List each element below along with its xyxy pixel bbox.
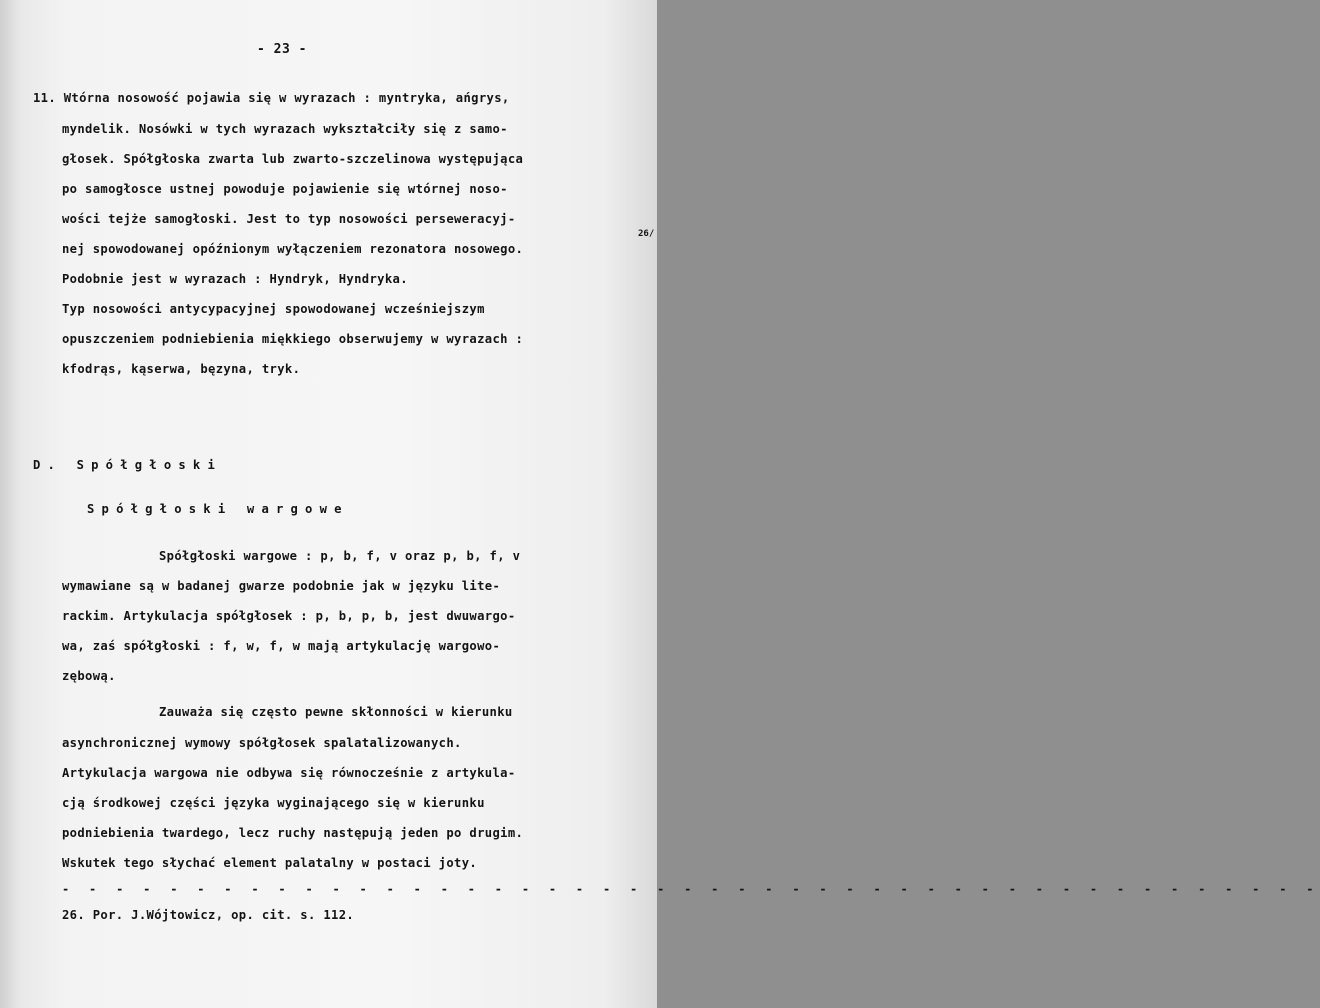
section-subheading: Spółgłoski wargowe: [87, 502, 349, 516]
text-line: cją środkowej części języka wyginającego się w kierunku: [62, 796, 485, 810]
text-line: Artykulacja wargowa nie odbywa się równocześnie z artykula-: [62, 766, 516, 780]
text-line: zębową.: [62, 669, 116, 683]
text-line: nej spowodowanej opóźnionym wyłączeniem rezonatora nosowego.: [62, 242, 524, 256]
text-line: wości tejże samogłoski. Jest to typ nosowości perseweracyj-: [62, 212, 516, 226]
text-line: podniebienia twardego, lecz ruchy następują jeden po drugim.: [62, 826, 524, 840]
text-line: Zauważa się często pewne skłonności w kierunku: [159, 705, 513, 719]
text-line: Typ nosowości antycypacyjnej spowodowanej wcześniejszym: [62, 302, 485, 316]
text-line: kfodrąs, kąserwa, bęzyna, tryk.: [62, 362, 301, 376]
text-line: po samogłosce ustnej powoduje pojawienie się wtórnej noso-: [62, 182, 508, 196]
text-line: 11. Wtórna nosowość pojawia się w wyrazach : myntryka, ańgrys,: [33, 91, 510, 105]
page-number: - 23 -: [257, 42, 307, 57]
footnote: 26. Por. J.Wójtowicz, op. cit. s. 112.: [62, 908, 355, 922]
text-line: Podobnie jest w wyrazach : Hyndryk, Hyndryka.: [62, 272, 408, 286]
text-line: Wskutek tego słychać element palatalny w postaci joty.: [62, 856, 478, 870]
text-line: opuszczeniem podniebienia miękkiego obserwujemy w wyrazach :: [62, 332, 524, 346]
text-line: wa, zaś spółgłoski : f, w, f, w mają artykulację wargowo-: [62, 639, 501, 653]
text-line: rackim. Artykulacja spółgłosek : p, b, p, b, jest dwuwargo-: [62, 609, 516, 623]
text-line: asynchronicznej wymowy spółgłosek spalatalizowanych.: [62, 736, 462, 750]
footnote-reference: 26/: [638, 229, 655, 239]
text-line: myndelik. Nosówki w tych wyrazach wykształciły się z samo-: [62, 122, 508, 136]
text-line: wymawiane są w badanej gwarze podobnie jak w języku lite-: [62, 579, 501, 593]
footnote-separator: - - - - - - - - - - - - - - - - - - - - - - - - - - - - - - - - - - - - - - - - - - - - - - -: [62, 882, 1320, 896]
text-line: głosek. Spółgłoska zwarta lub zwarto-szczelinowa występująca: [62, 152, 524, 166]
section-heading: D. Spółgłoski: [33, 458, 222, 472]
text-line: Spółgłoski wargowe : p, b, f, v oraz p, b, f, v: [159, 549, 521, 563]
